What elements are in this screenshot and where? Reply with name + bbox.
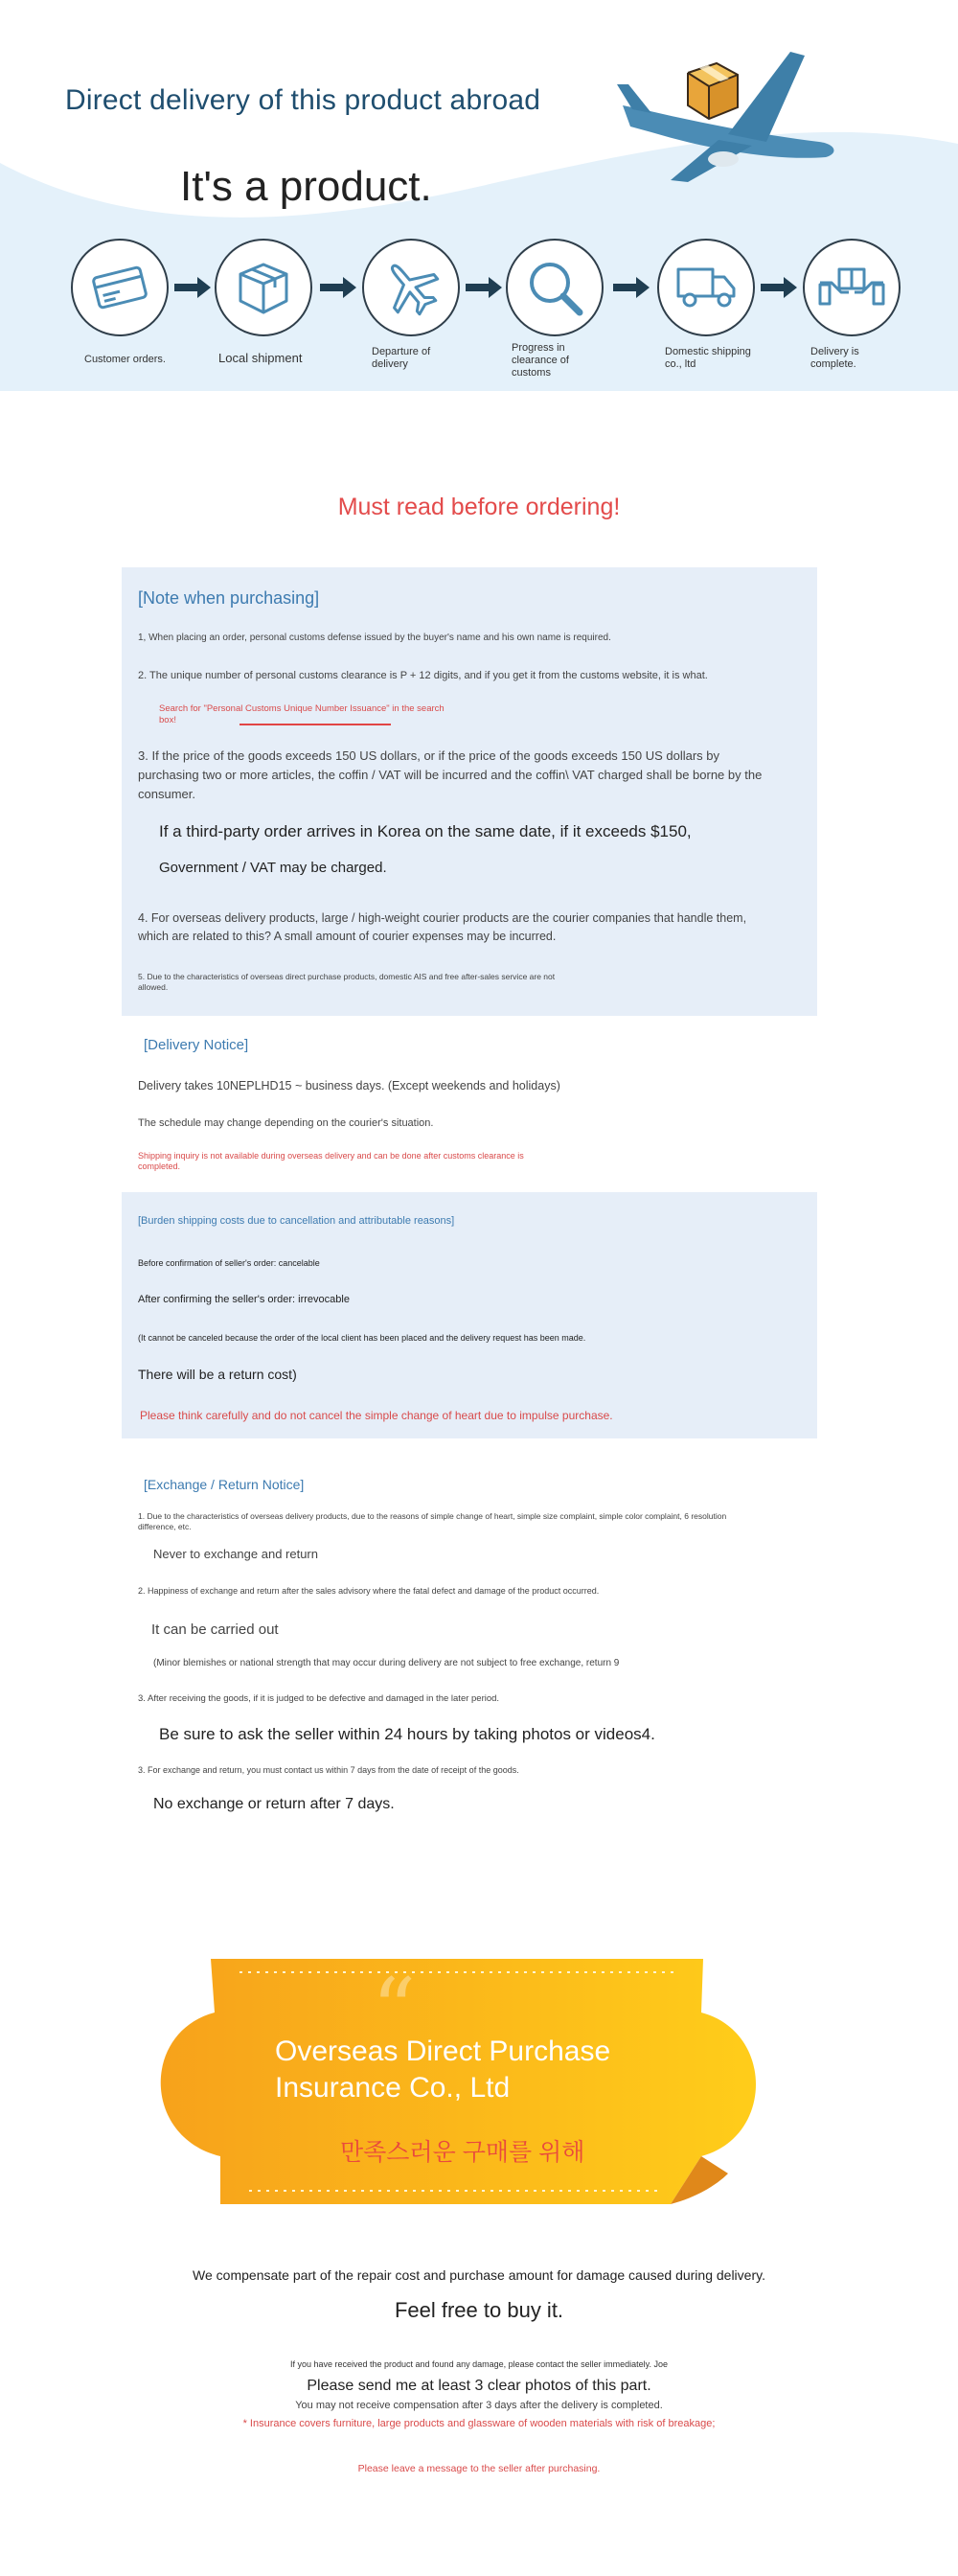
step-local-shipment xyxy=(215,239,312,336)
arrow-right-icon xyxy=(761,277,797,298)
purchase-note-item-3-large-b: Government / VAT may be charged. xyxy=(159,860,387,876)
delivery-notice-title: [Delivery Notice] xyxy=(144,1037,249,1053)
hero-title: Direct delivery of this product abroad xyxy=(65,84,541,116)
insurance-line-4: Please send me at least 3 clear photos of this part. xyxy=(307,2378,651,2394)
cancel-notice-line-1: Before confirmation of seller's order: cancelable xyxy=(138,1258,320,1268)
step-label-5: Domestic shipping co., ltd xyxy=(665,346,751,370)
magnifier-icon xyxy=(524,257,585,318)
airplane-with-box-icon xyxy=(613,46,843,190)
insurance-line-1: We compensate part of the repair cost and purchase amount for damage caused during delivery. xyxy=(193,2267,765,2283)
step-customer-orders xyxy=(71,239,169,336)
exchange-notice-item-1-large: Never to exchange and return xyxy=(153,1547,318,1561)
purchase-note-item-1: 1, When placing an order, personal customs defense issued by the buyer's name and his own name is required. xyxy=(138,632,611,643)
cancel-notice-line-4: There will be a return cost) xyxy=(138,1367,297,1382)
exchange-notice-item-2-large: It can be carried out xyxy=(151,1622,279,1638)
purchase-note-search-hint: Search for "Personal Customs Unique Number Issuance" in the search box! xyxy=(159,703,445,725)
step-label-1: Customer orders. xyxy=(84,354,166,365)
delivery-steps xyxy=(0,235,958,388)
exchange-notice-item-2: 2. Happiness of exchange and return after the sales advisory where the fatal defect and damage of the product occurred. xyxy=(138,1586,600,1596)
purchase-note-item-5: 5. Due to the characteristics of overseas direct purchase products, domestic AIS and free after-sales service are not allowed. xyxy=(138,972,556,992)
insurance-line-6: * Insurance covers furniture, large products and glassware of wooden materials with risk of breakage; xyxy=(242,2418,716,2429)
arrow-right-icon xyxy=(613,277,650,298)
insurance-line-5: You may not receive compensation after 3 days after the delivery is completed. xyxy=(295,2400,663,2411)
purchase-note-item-3: 3. If the price of the goods exceeds 150 US dollars, or if the price of the goods exceeds 150 US dollars by purchasing two or more articles, the coffin / VAT will be incurred and the coffin\ VAT charged shall be borne by the consumer. xyxy=(138,748,763,801)
purchase-note-item-2: 2. The unique number of personal customs clearance is P + 12 digits, and if you get it from the customs website, it is what. xyxy=(138,670,708,681)
cancel-notice-title: [Burden shipping costs due to cancellation and attributable reasons] xyxy=(138,1215,455,1227)
arrow-right-icon xyxy=(320,277,356,298)
insurance-title: Overseas Direct Purchase Insurance Co., Ltd xyxy=(275,2036,611,2104)
step-delivery-complete xyxy=(803,239,901,336)
package-box-icon xyxy=(235,259,292,316)
insurance-line-3: If you have received the product and found any damage, please contact the seller immediately. Joe xyxy=(289,2359,669,2369)
arrow-right-icon xyxy=(466,277,502,298)
insurance-korean-slogan: 만족스러운 구매를 위해 xyxy=(340,2139,585,2166)
step-label-4: Progress in clearance of customs xyxy=(512,342,569,379)
exchange-notice-item-3: 3. After receiving the goods, if it is judged to be defective and damaged in the later period. xyxy=(138,1693,500,1704)
step-domestic-shipping xyxy=(657,239,755,336)
exchange-notice-title: [Exchange / Return Notice] xyxy=(144,1477,305,1492)
cancel-notice-panel xyxy=(122,1192,817,1438)
credit-card-icon xyxy=(90,263,149,312)
purchase-note-item-3-large-a: If a third-party order arrives in Korea on the same date, if it exceeds $150, xyxy=(159,822,692,840)
hero-banner xyxy=(0,0,958,391)
delivery-truck-icon xyxy=(674,264,738,311)
exchange-notice-item-4-large: No exchange or return after 7 days. xyxy=(153,1796,395,1812)
purchase-note-item-4: 4. For overseas delivery products, large / high-weight courier products are the courier companies that handle them, which are related to this? A small amount of courier expenses may be incurred. xyxy=(138,911,747,943)
step-departure xyxy=(362,239,460,336)
step-label-2: Local shipment xyxy=(218,351,303,365)
hero-subtitle: It's a product. xyxy=(180,163,432,210)
red-underline xyxy=(240,724,391,725)
arrow-right-icon xyxy=(174,277,211,298)
quote-mark-icon: “ xyxy=(372,1960,417,2060)
step-customs-clearance xyxy=(506,239,604,336)
insurance-line-7: Please leave a message to the seller after purchasing. xyxy=(357,2463,601,2474)
cancel-notice-line-3: (It cannot be canceled because the order of the local client has been placed and the delivery request has been made. xyxy=(138,1333,586,1343)
exchange-notice-item-3-large: Be sure to ask the seller within 24 hours by taking photos or videos4. xyxy=(159,1725,655,1743)
airplane-icon xyxy=(379,256,443,319)
purchase-note-title: [Note when purchasing] xyxy=(138,588,320,608)
exchange-notice-item-4: 3. For exchange and return, you must contact us within 7 days from the date of receipt of the goods. xyxy=(138,1765,519,1775)
step-label-6: Delivery is complete. xyxy=(810,346,859,370)
delivery-notice-line-1: Delivery takes 10NEPLHD15 ~ business days. (Except weekends and holidays) xyxy=(138,1079,560,1092)
handover-box-icon xyxy=(818,264,885,311)
must-read-heading: Must read before ordering! xyxy=(337,494,621,520)
delivery-notice-line-2: The schedule may change depending on the courier's situation. xyxy=(138,1117,434,1129)
cancel-notice-line-2: After confirming the seller's order: irrevocable xyxy=(138,1294,350,1305)
cancel-notice-line-5: Please think carefully and do not cancel the simple change of heart due to impulse purchase. xyxy=(140,1409,613,1422)
exchange-notice-item-2-note: (Minor blemishes or national strength that may occur during delivery are not subject to free exchange, return 9 xyxy=(153,1658,620,1668)
insurance-line-2: Feel free to buy it. xyxy=(394,2298,564,2322)
step-label-3: Departure of delivery xyxy=(372,346,431,370)
delivery-notice-line-3: Shipping inquiry is not available during overseas delivery and can be done after customs clearance is completed. xyxy=(138,1151,524,1171)
exchange-notice-item-1: 1. Due to the characteristics of overseas delivery products, due to the reasons of simple change of heart, simple size complaint, simple color complaint, 6 resolution difference, etc. xyxy=(138,1511,727,1531)
